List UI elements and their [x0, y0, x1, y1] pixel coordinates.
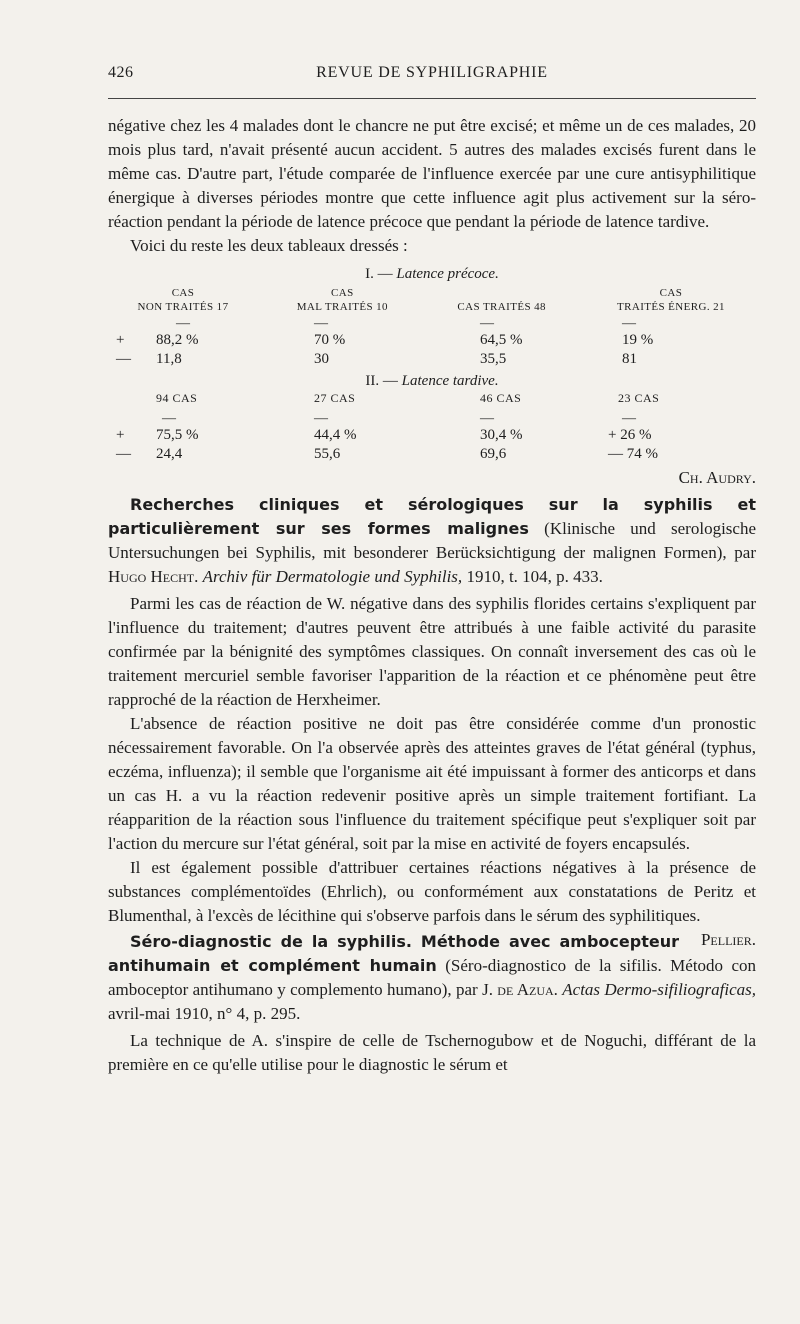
table2-caption	[108, 371, 756, 391]
table2-caption-text: Latence tardive.	[401, 373, 499, 389]
table1-caption-text: Latence précoce.	[396, 266, 499, 282]
table1-header-col: CAS NON TRAITÉS 17	[137, 287, 229, 313]
article1-citation-end: 1910, t. 104, p. 433.	[466, 567, 603, 586]
article2-heading: Séro-diagnostic de la syphilis. Méthode avec ambocepteur antihumain et complément humain (Séro-diagnostico de la sifilis. Método con amboceptor antihumano y complemento humano), par J. de Azua. Actas Dermo-sifiliograficas, avril-mai 1910, n° 4, p. 295.	[108, 932, 757, 1023]
running-title: REVUE DE SYPHILIGRAPHIE	[316, 64, 548, 81]
table1-row-negative: — 11,8 30 35,5 81	[116, 351, 637, 367]
table1-dash-row: — — — —	[176, 316, 636, 331]
article1-paragraph-2: L'absence de réaction positive ne doit pas être considérée comme d'un pronostic nécessairement favorable. On l'a observée après des atteintes graves de l'état général (typhus, eczéma, influenza); il semble que l'organisme ait été impuissant à former des anticorps et dans un cas H. a vu la réaction redevenir positive après un simple traitement fortifiant. La réapparition de la réaction sous l'influence du traitement spécifique peut s'expliquer soit par l'action du mercure sur l'état général, soit par la mise en activité de foyers encapsulés.	[108, 714, 756, 853]
table1-header-col: CAS MAL TRAITÉS 10	[296, 287, 388, 313]
article1-title: Recherches cliniques et sérologiques sur la syphilis et particulièrement sur ses formes malignes	[108, 495, 756, 538]
article2-title: Séro-diagnostic de la syphilis. Méthode avec ambocepteur antihumain et complément humain	[108, 932, 679, 975]
intro-paragraph: négative chez les 4 malades dont le chancre ne put être excisé; et même un de ces malades, 20 mois plus tard, n'avait présenté aucun accident. 5 autres des malades excisés furent dans le même cas. D'autre part, l'étude comparée de l'influence exercée par une cure antisyphilitique énergique à diverses périodes montre que cette influence agit plus activement sur la séro-réaction pendant la période de latence précoce que pendant la période de latence tardive.	[108, 116, 756, 231]
table1-header-col: CAS TRAITÉS 48	[457, 301, 546, 313]
header-rule	[108, 98, 756, 99]
signature-pellier: Pellier.	[700, 930, 756, 949]
table1-caption-number: I. —	[365, 266, 393, 282]
table1-caption	[108, 264, 756, 284]
table2-header: 94 CAS 27 CAS 46 CAS 23 CAS	[156, 391, 660, 405]
article1-journal: Archiv für Dermatologie und Syphilis,	[202, 567, 463, 586]
table2-caption-number: II. —	[365, 373, 398, 389]
page-number: 426	[108, 64, 134, 81]
table1-row-positive: + 88,2 % 70 % 64,5 % 19 %	[116, 332, 654, 348]
article1-citation: (Klinische und serologische Untersuchungen bei Syphilis, mit besonderer Berücksichtigung der malignen Formen), par	[108, 519, 757, 562]
page-body	[108, 114, 756, 1077]
article2-citation-end: avril-mai 1910, n° 4, p. 295.	[108, 1004, 301, 1023]
article1-paragraph-3: Il est également possible d'attribuer certaines réactions négatives à la présence de substances complémentoïdes (Ehrlich), ou conformément aux constatations de Peritz et Blumenthal, à l'excès de lécithine qui s'observe parfois dans le sérum des syphilitiques. Pellier.	[108, 856, 756, 928]
table1-header	[108, 286, 756, 314]
table2-dash-row: — — — —	[162, 411, 636, 426]
table2-row-negative: — 24,4 55,6 69,6 — 74 %	[116, 446, 658, 462]
article2-journal: Actas Dermo-sifiliograficas,	[562, 980, 756, 999]
article2-citation: (Séro-diagnostico de la sifilis. Método con amboceptor antihumano y complemento humano), par	[108, 956, 757, 999]
article2-paragraph-1: La technique de A. s'inspire de celle de Tschernogubow et de Noguchi, différant de la première en ce qu'elle utilise pour le diagnostic le sérum et	[108, 1031, 756, 1074]
article1-author: Hugo Hecht	[108, 567, 195, 586]
table2-row-positive: + 75,5 % 44,4 % 30,4 % + 26 %	[116, 427, 652, 443]
intro-lead: Voici du reste les deux tableaux dressés :	[130, 236, 408, 255]
statistics-tables	[108, 264, 756, 465]
running-header	[108, 64, 756, 88]
article1-heading: Recherches cliniques et sérologiques sur la syphilis et particulièrement sur ses formes malignes (Klinische und serologische Untersuchungen bei Syphilis, mit besonderer Berücksichtigung der malignen Formen), par Hugo Hecht. Archiv für Dermatologie und Syphilis, 1910, t. 104, p. 433.	[108, 495, 757, 586]
table1-header-col: CAS TRAITÉS ÉNERG. 21	[617, 287, 725, 313]
article1-paragraph-1: Parmi les cas de réaction de W. négative dans des syphilis florides certains s'expliquent par l'influence du traitement; d'autres peuvent être attribués à une faible activité du parasite confirmée par la bénignité des symptômes classiques. On connaît inversement des cas où le traitement mercuriel semble favoriser l'apparition de la réaction et ce phénomène peut être rapproché de la réaction de Herxheimer.	[108, 594, 756, 709]
article2-author: J. de Azua	[482, 980, 554, 999]
signature-audry: Ch. Audry.	[678, 468, 756, 487]
